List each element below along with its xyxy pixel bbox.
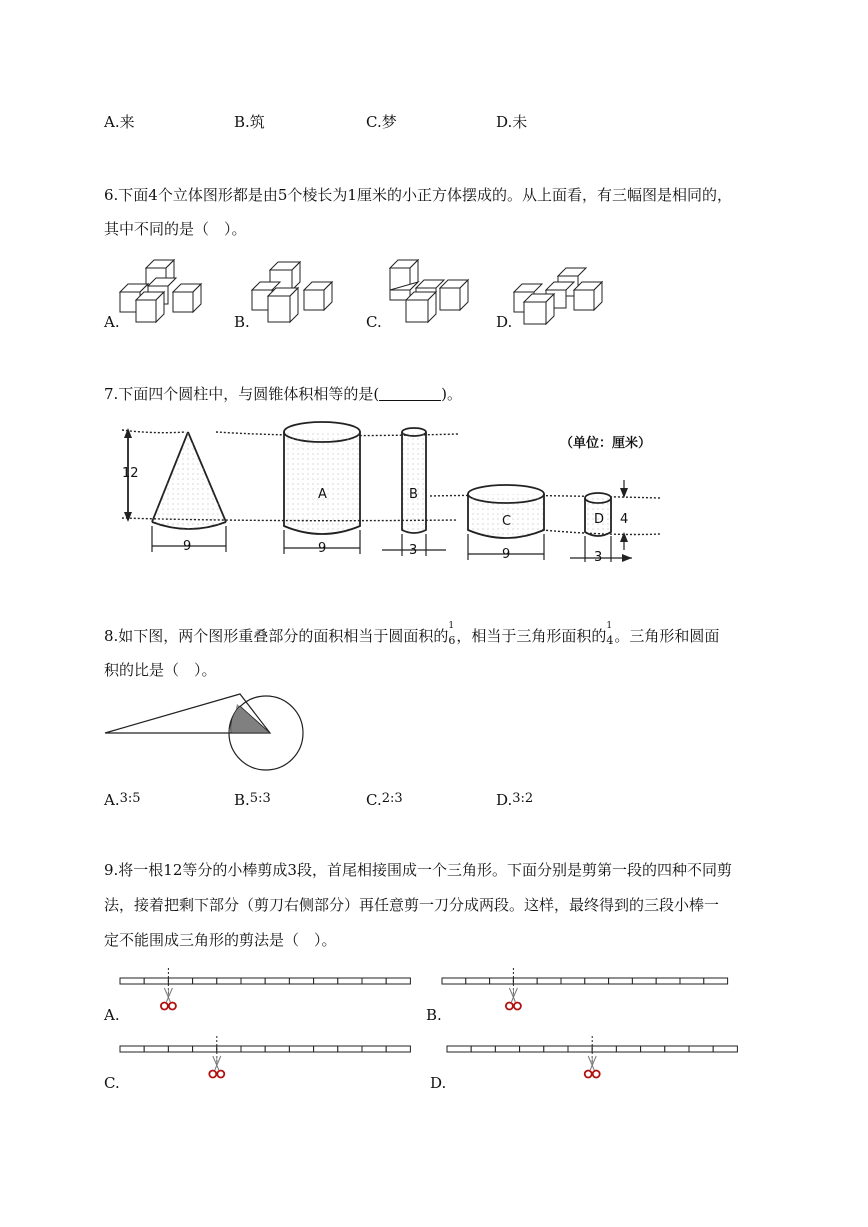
q9-option-c[interactable]: C. [104,1074,120,1092]
q7-question [104,384,462,404]
cylinder-d-label: D [594,512,605,527]
stick-segment [193,978,217,984]
q8-option-d-letter: D. [496,791,513,809]
stick-segment [520,1046,544,1052]
cylinder-c-label: C [502,514,512,529]
q8-fraction-triangle [606,621,614,647]
q6-option-b[interactable]: B. [234,313,250,331]
stick-segment [193,1046,217,1052]
cylinder-b-label: B [409,487,418,502]
q8-question-line2: 积的比是（ ）。 [104,661,217,679]
q6-cube-figure-a [118,258,213,328]
q7-answer-blank[interactable] [379,384,441,401]
cylinder-c-base-label: 9 [502,547,511,562]
q7-question-text: 7.下面四个圆柱中，与圆锥体积相等的是( [104,385,380,403]
stick-segment [168,978,192,984]
stick-segment [680,978,704,984]
stick-segment [544,1046,568,1052]
q8-option-c[interactable] [366,790,403,812]
q8-option-c-value: 2:3 [381,791,403,806]
q6-option-c[interactable]: C. [366,313,382,331]
stick-segment [447,1046,471,1052]
q8-text-3: 。三角形和圆面 [614,627,720,645]
q8-option-c-letter: C. [366,791,382,809]
q6-cube-figure-d [512,262,612,332]
stick-segment [537,978,561,984]
q5-option-c[interactable]: C.梦 [366,113,397,131]
stick-segment [386,1046,410,1052]
stick-segment [442,978,466,984]
stick-segment [592,1046,616,1052]
q6-cube-figure-b [250,258,345,328]
q8-option-b[interactable] [234,790,271,812]
q5-option-d[interactable]: D.未 [496,113,528,131]
q9-stick-figure-d [445,1036,745,1086]
cylinder-b-base-label: 3 [409,543,418,558]
stick-segment [241,1046,265,1052]
stick-segment [120,1046,144,1052]
stick-segment [217,1046,241,1052]
q8-frac2-num: 1 [606,621,613,631]
q8-frac1-den: 6 [448,634,456,647]
q6-cube-figure-c [384,258,479,328]
q5-option-a[interactable]: A.来 [104,113,135,131]
q5-option-b[interactable]: B.筑 [234,113,265,131]
q9-stick-figure-b [440,968,740,1018]
stick-segment [585,978,609,984]
stick-segment [144,1046,168,1052]
stick-segment [568,1046,592,1052]
stick-segment [362,978,386,984]
stick-segment [665,1046,689,1052]
q8-option-d[interactable] [496,790,533,812]
q8-option-a-letter: A. [104,791,120,809]
q8-option-d-value: 3:2 [512,791,534,806]
stick-segment [386,978,410,984]
stick-segment [616,1046,640,1052]
stick-segment [495,1046,519,1052]
cylinder-a-label: A [318,487,327,502]
stick-segment [641,1046,665,1052]
q9-question-line3: 定不能围成三角形的剪法是（ ）。 [104,931,337,949]
q8-question-line1 [104,621,720,647]
stick-segment [362,1046,386,1052]
cylinder-a-base-label: 9 [318,541,327,556]
q8-option-a[interactable] [104,790,141,812]
q9-question-line2: 法，接着把剩下部分（剪刀右侧部分）再任意剪一刀分成两段。这样，最终得到的三段小棒一 [104,896,720,914]
q8-option-b-letter: B. [234,791,250,809]
cone-base-label: 9 [183,539,192,554]
stick-segment [217,978,241,984]
stick-segment [704,978,728,984]
q8-figure [100,688,320,788]
q8-text-2: ，相当于三角形面积的 [456,627,607,645]
stick-segment [289,978,313,984]
q8-option-b-value: 5:3 [249,791,271,806]
q6-option-a[interactable]: A. [104,313,120,331]
stick-segment [513,978,537,984]
scissors-icon [209,1056,224,1078]
stick-segment [314,1046,338,1052]
stick-segment [490,978,514,984]
q8-text-1: 8.如下图，两个图形重叠部分的面积相当于圆面积的 [104,627,449,645]
stick-segment [632,978,656,984]
q9-option-d[interactable]: D. [430,1074,447,1092]
stick-segment [609,978,633,984]
scissors-icon [161,988,176,1010]
q9-question-line1: 9.将一根12等分的小棒剪成3段，首尾相接围成一个三角形。下面分别是剪第一段的四种不同剪 [104,861,732,879]
stick-segment [289,1046,313,1052]
stick-segment [689,1046,713,1052]
q8-frac1-num: 1 [448,621,455,631]
cylinder-d-base-label: 3 [594,550,603,565]
stick-segment [561,978,585,984]
stick-segment [120,978,144,984]
stick-segment [265,1046,289,1052]
cone-height-label: 12 [122,466,139,481]
q8-option-a-value: 3:5 [119,791,141,806]
q9-option-a[interactable]: A. [104,1006,120,1024]
q7-unit-label: （单位：厘米） [560,436,652,451]
scissors-icon [506,988,521,1010]
q8-frac2-den: 4 [606,634,614,647]
stick-segment [656,978,680,984]
q6-option-d[interactable]: D. [496,313,513,331]
q9-stick-figure-c [118,1036,418,1086]
cylinder-d-height-label: 4 [620,512,629,527]
stick-segment [265,978,289,984]
stick-segment [338,978,362,984]
stick-segment [168,1046,192,1052]
stick-segment [338,1046,362,1052]
stick-segment [466,978,490,984]
q8-fraction-circle [448,621,456,647]
q9-stick-figure-a [118,968,418,1018]
q9-option-b[interactable]: B. [426,1006,442,1024]
stick-segment [314,978,338,984]
stick-segment [471,1046,495,1052]
stick-segment [713,1046,737,1052]
stick-segment [241,978,265,984]
q7-question-end: )。 [441,385,463,403]
scissors-icon [585,1056,600,1078]
q6-question-line1: 6.下面4个立体图形都是由5个棱长为1厘米的小正方体摆成的。从上面看，有三幅图是相同的， [104,186,732,204]
stick-segment [144,978,168,984]
q6-question-line2: 其中不同的是（ ）。 [104,220,247,238]
